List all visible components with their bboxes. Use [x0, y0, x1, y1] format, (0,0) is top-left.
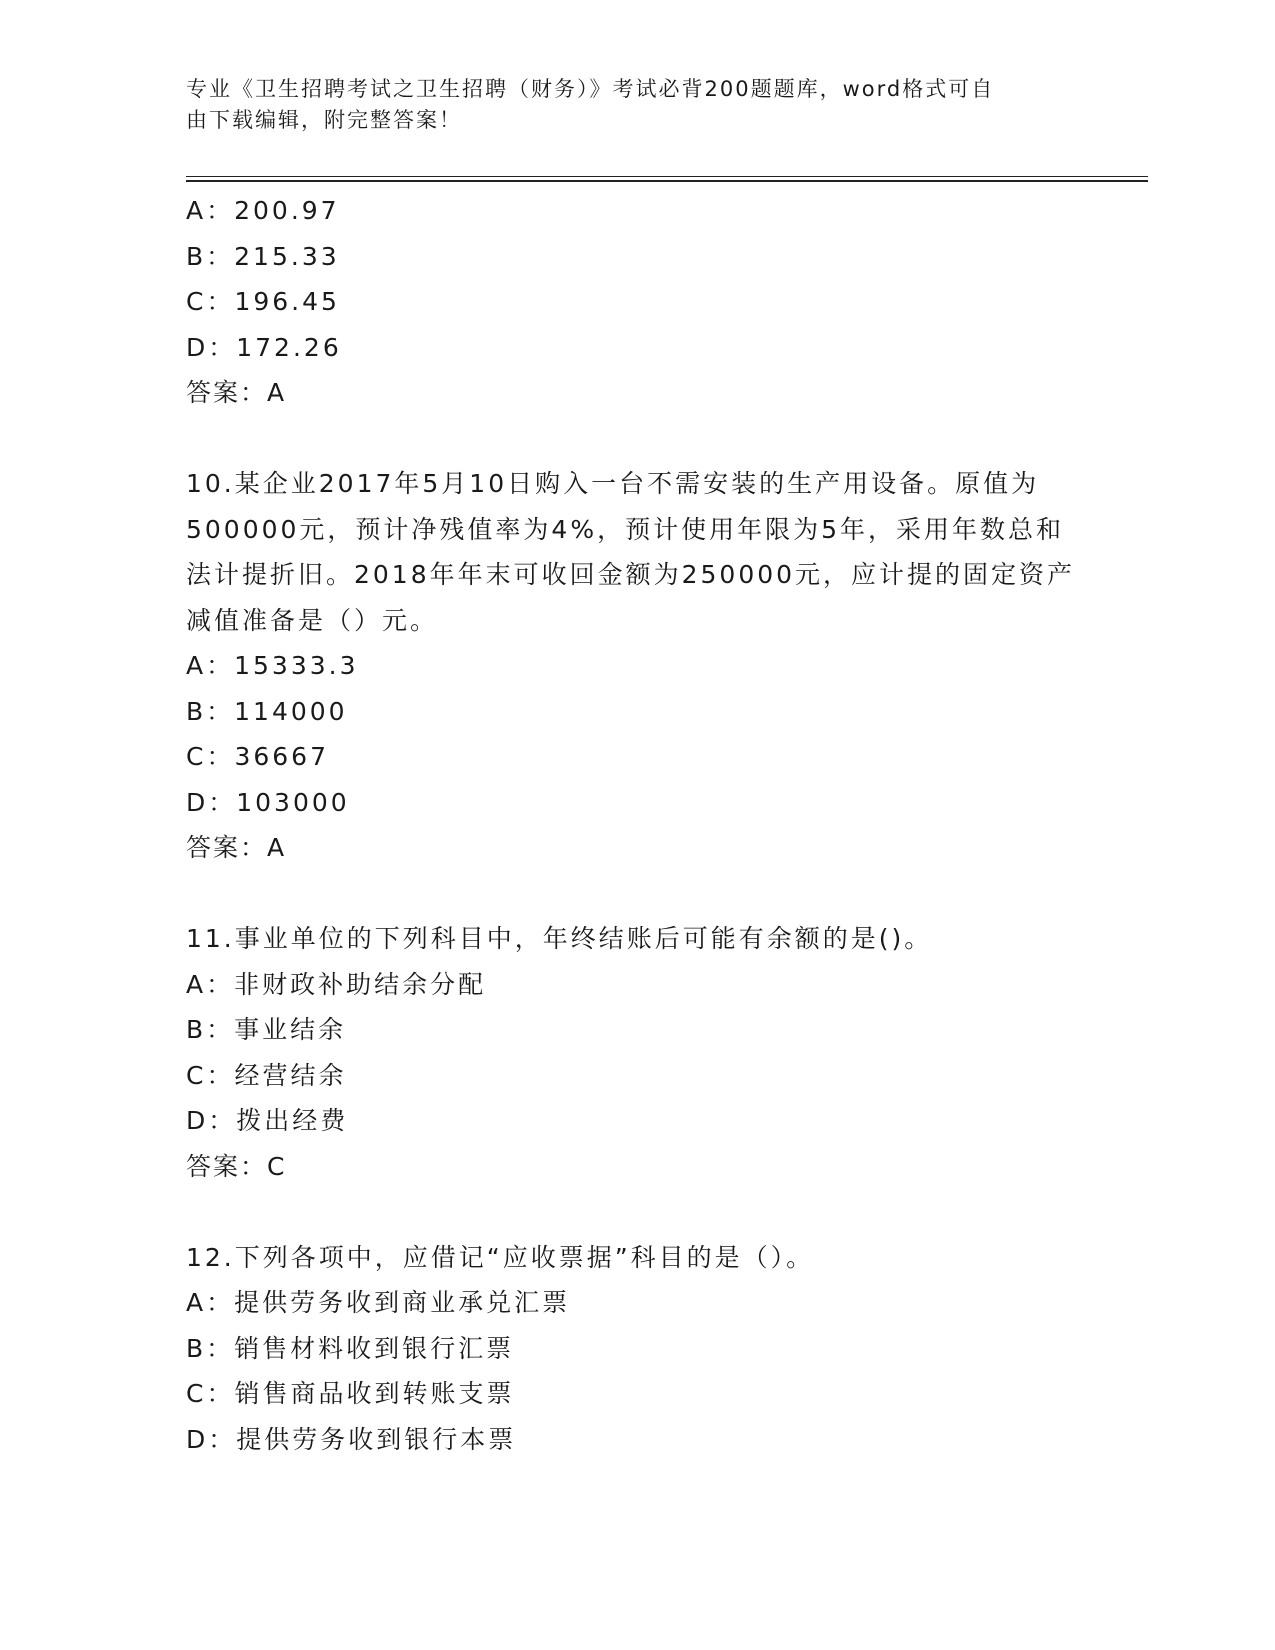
- option-b: B：事业结余: [186, 1015, 347, 1044]
- question-10: [186, 461, 1086, 871]
- option-d: D：103000: [186, 787, 350, 817]
- option-c: C：196.45: [186, 287, 340, 316]
- stem-line: 10.某企业2017年5月10日购入一台不需安装的生产用设备。原值为: [186, 469, 1040, 498]
- option-b: B：销售材料收到银行汇票: [186, 1333, 515, 1363]
- option-c: C：销售商品收到转账支票: [186, 1379, 515, 1408]
- stem-line: 500000元，预计净残值率为4%，预计使用年限为5年，采用年数总和: [186, 514, 1065, 544]
- option-a: A：非财政补助结余分配: [186, 969, 487, 999]
- option-b: B：114000: [186, 696, 348, 726]
- spacer: [186, 416, 1086, 462]
- question-stem: [186, 461, 1076, 643]
- option-c: C：经营结余: [186, 1060, 347, 1090]
- header-line-2: 由下载编辑，附完整答案！: [186, 108, 462, 132]
- question-12: [186, 1235, 1086, 1463]
- header-divider-thin: [186, 176, 1148, 177]
- option-a: A：提供劳务收到商业承兑汇票: [186, 1288, 571, 1317]
- header-divider-thick: [186, 180, 1148, 182]
- answer: 答案：A: [186, 833, 287, 862]
- option-c: C：36667: [186, 742, 329, 771]
- question-stem: 11.事业单位的下列科目中，年终结账后可能有余额的是()。: [186, 924, 933, 953]
- question-11: [186, 916, 1086, 1189]
- answer: 答案：C: [186, 1151, 287, 1181]
- option-d: D：172.26: [186, 332, 342, 362]
- stem-line: 法计提折旧。2018年年末可收回金额为250000元，应计提的固定资产: [186, 560, 1076, 589]
- option-a: A：200.97: [186, 196, 340, 225]
- header-line-1: 专业《卫生招聘考试之卫生招聘（财务）》考试必背200题题库，word格式可自: [186, 77, 995, 101]
- question-list: [186, 188, 1086, 1462]
- question-stem: 12.下列各项中，应借记“应收票据”科目的是（）。: [186, 1242, 815, 1272]
- stem-line: 减值准备是（）元。: [186, 605, 439, 635]
- option-d: D：提供劳务收到银行本票: [186, 1424, 517, 1454]
- spacer: [186, 871, 1086, 917]
- question-9: [186, 188, 1086, 416]
- option-a: A：15333.3: [186, 651, 359, 680]
- option-d: D：拨出经费: [186, 1106, 349, 1135]
- option-b: B：215.33: [186, 241, 340, 271]
- document-header: [186, 74, 1086, 136]
- answer: 答案：A: [186, 378, 287, 407]
- spacer: [186, 1189, 1086, 1235]
